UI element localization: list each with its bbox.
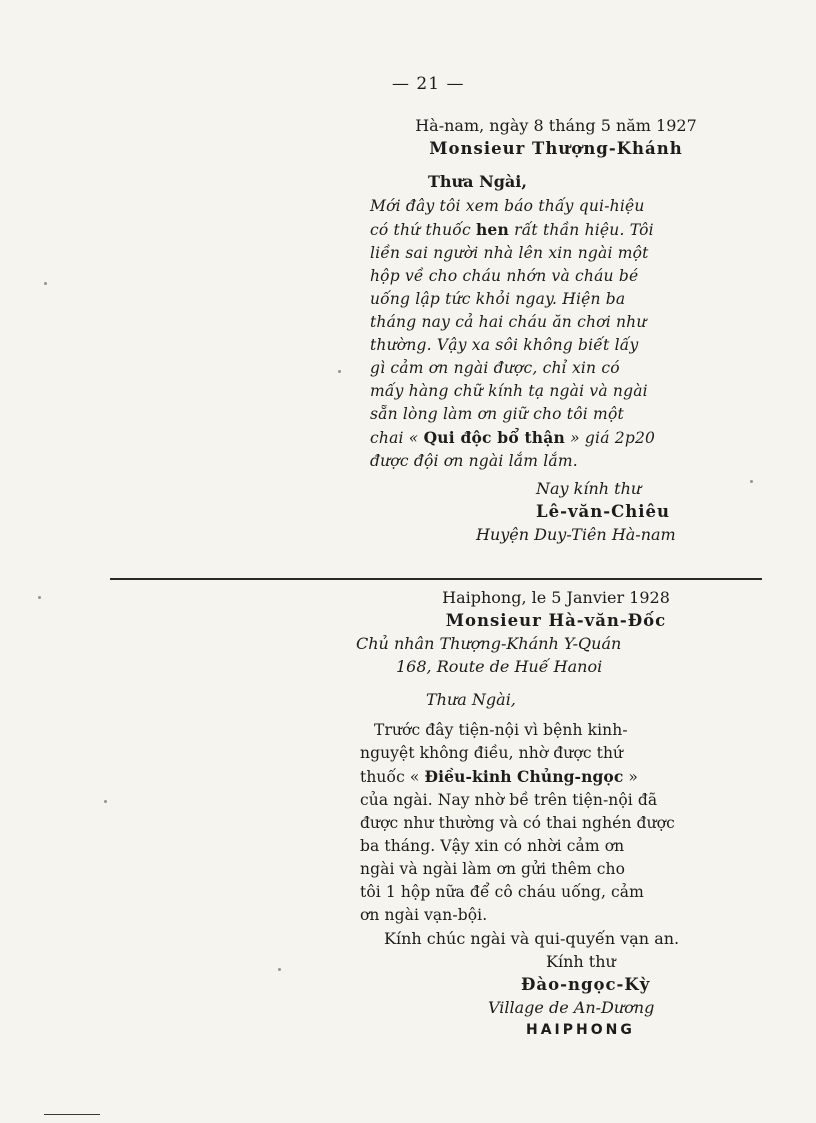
scan-speck [104,800,107,803]
letter-2-body-line: Trước đây tiện-nội vì bệnh kinh- [374,721,628,739]
scan-speck [750,480,753,483]
letter-2 [356,586,756,1042]
section-divider [110,578,762,580]
letter-2-salutation: Thưa Ngài, [426,690,516,709]
footer-rule [44,1114,100,1115]
letter-1-body-line: chai « Qui độc bổ thận » giá 2p20 [370,428,656,447]
letter-1-body-line: uống lập tức khỏi ngay. Hiện ba [370,290,626,308]
scan-speck [278,968,281,971]
letter-1 [356,114,756,546]
letter-1-body-line: tháng nay cả hai cháu ăn chơi như [370,313,647,331]
letter-2-body-line: của ngài. Nay nhờ bề trên tiện-nội đã [360,791,658,809]
letter-2-body-line: ngài và ngài làm ơn gửi thêm cho [360,860,626,878]
scan-speck [38,596,41,599]
scan-speck [338,370,341,373]
remedy-name-qui-doc-bo-than: Qui độc bổ thận [423,428,565,447]
letter-2-body-line: nguyệt không điều, nhờ được thứ [360,744,624,762]
letter-1-body-line: mấy hàng chữ kính tạ ngài và ngài [370,382,648,400]
letter-2-body-line: được như thường và có thai nghén được [360,814,675,832]
letter-2-closing: Kính thư [546,952,616,971]
letter-1-body-line: được đội ơn ngài lắm lắm. [370,452,578,470]
page-number: — 21 — [392,74,465,94]
scan-speck [44,282,47,285]
letter-2-signer-village: Village de An-Dương [488,998,655,1017]
letter-2-wish: Kính chúc ngài và qui-quyến vạn an. [384,929,680,948]
letter-2-addressee-title: Chủ nhân Thượng-Khánh Y-Quán [356,634,622,653]
letter-2-body [356,719,756,927]
letter-2-addressee-address: 168, Route de Huế Hanoi [396,657,603,676]
letter-1-body-line: Mới đây tôi xem báo thấy qui-hiệu [370,197,645,215]
letter-2-body-line: thuốc « Điều-kinh Chủng-ngọc » [360,767,638,786]
letter-1-signer: Lê-văn-Chiêu [536,502,670,521]
letter-1-body-line: sẵn lòng làm ơn giữ cho tôi một [370,405,624,423]
remedy-name-dieu-kinh: Điều-kinh Chủng-ngọc [424,767,624,786]
letter-2-dateline: Haiphong, le 5 Janvier 1928 [442,588,670,607]
letter-1-body [356,195,756,473]
letter-1-addressee: Monsieur Thượng-Khánh [429,139,683,158]
letter-2-addressee: Monsieur Hà-văn-Đốc [445,611,667,630]
letter-2-body-line: ơn ngài vạn-bội. [360,906,488,924]
letter-1-body-line: thường. Vậy xa sôi không biết lấy [370,336,639,354]
letter-2-body-line: ba tháng. Vậy xin có nhời cảm ơn [360,837,625,855]
letter-1-salutation: Thưa Ngài, [428,172,527,191]
letter-1-body-line: có thứ thuốc hen rất thần hiệu. Tôi [370,220,654,239]
letter-2-signer-city: HAIPHONG [526,1022,635,1038]
letter-1-body-line: hộp về cho cháu nhớn và cháu bé [370,267,639,285]
remedy-name-hen: hen [475,220,509,239]
letter-1-dateline: Hà-nam, ngày 8 tháng 5 năm 1927 [415,116,697,135]
letter-1-body-line: liền sai người nhà lên xin ngài một [370,244,649,262]
letter-1-closing: Nay kính thư [536,479,642,498]
letter-2-signer: Đào-ngọc-Kỳ [521,975,651,994]
letter-2-body-line: tôi 1 hộp nữa để cô cháu uống, cảm [360,883,644,901]
letter-1-body-line: gì cảm ơn ngài được, chỉ xin có [370,359,620,377]
letter-1-signer-place: Huyện Duy-Tiên Hà-nam [476,525,676,544]
